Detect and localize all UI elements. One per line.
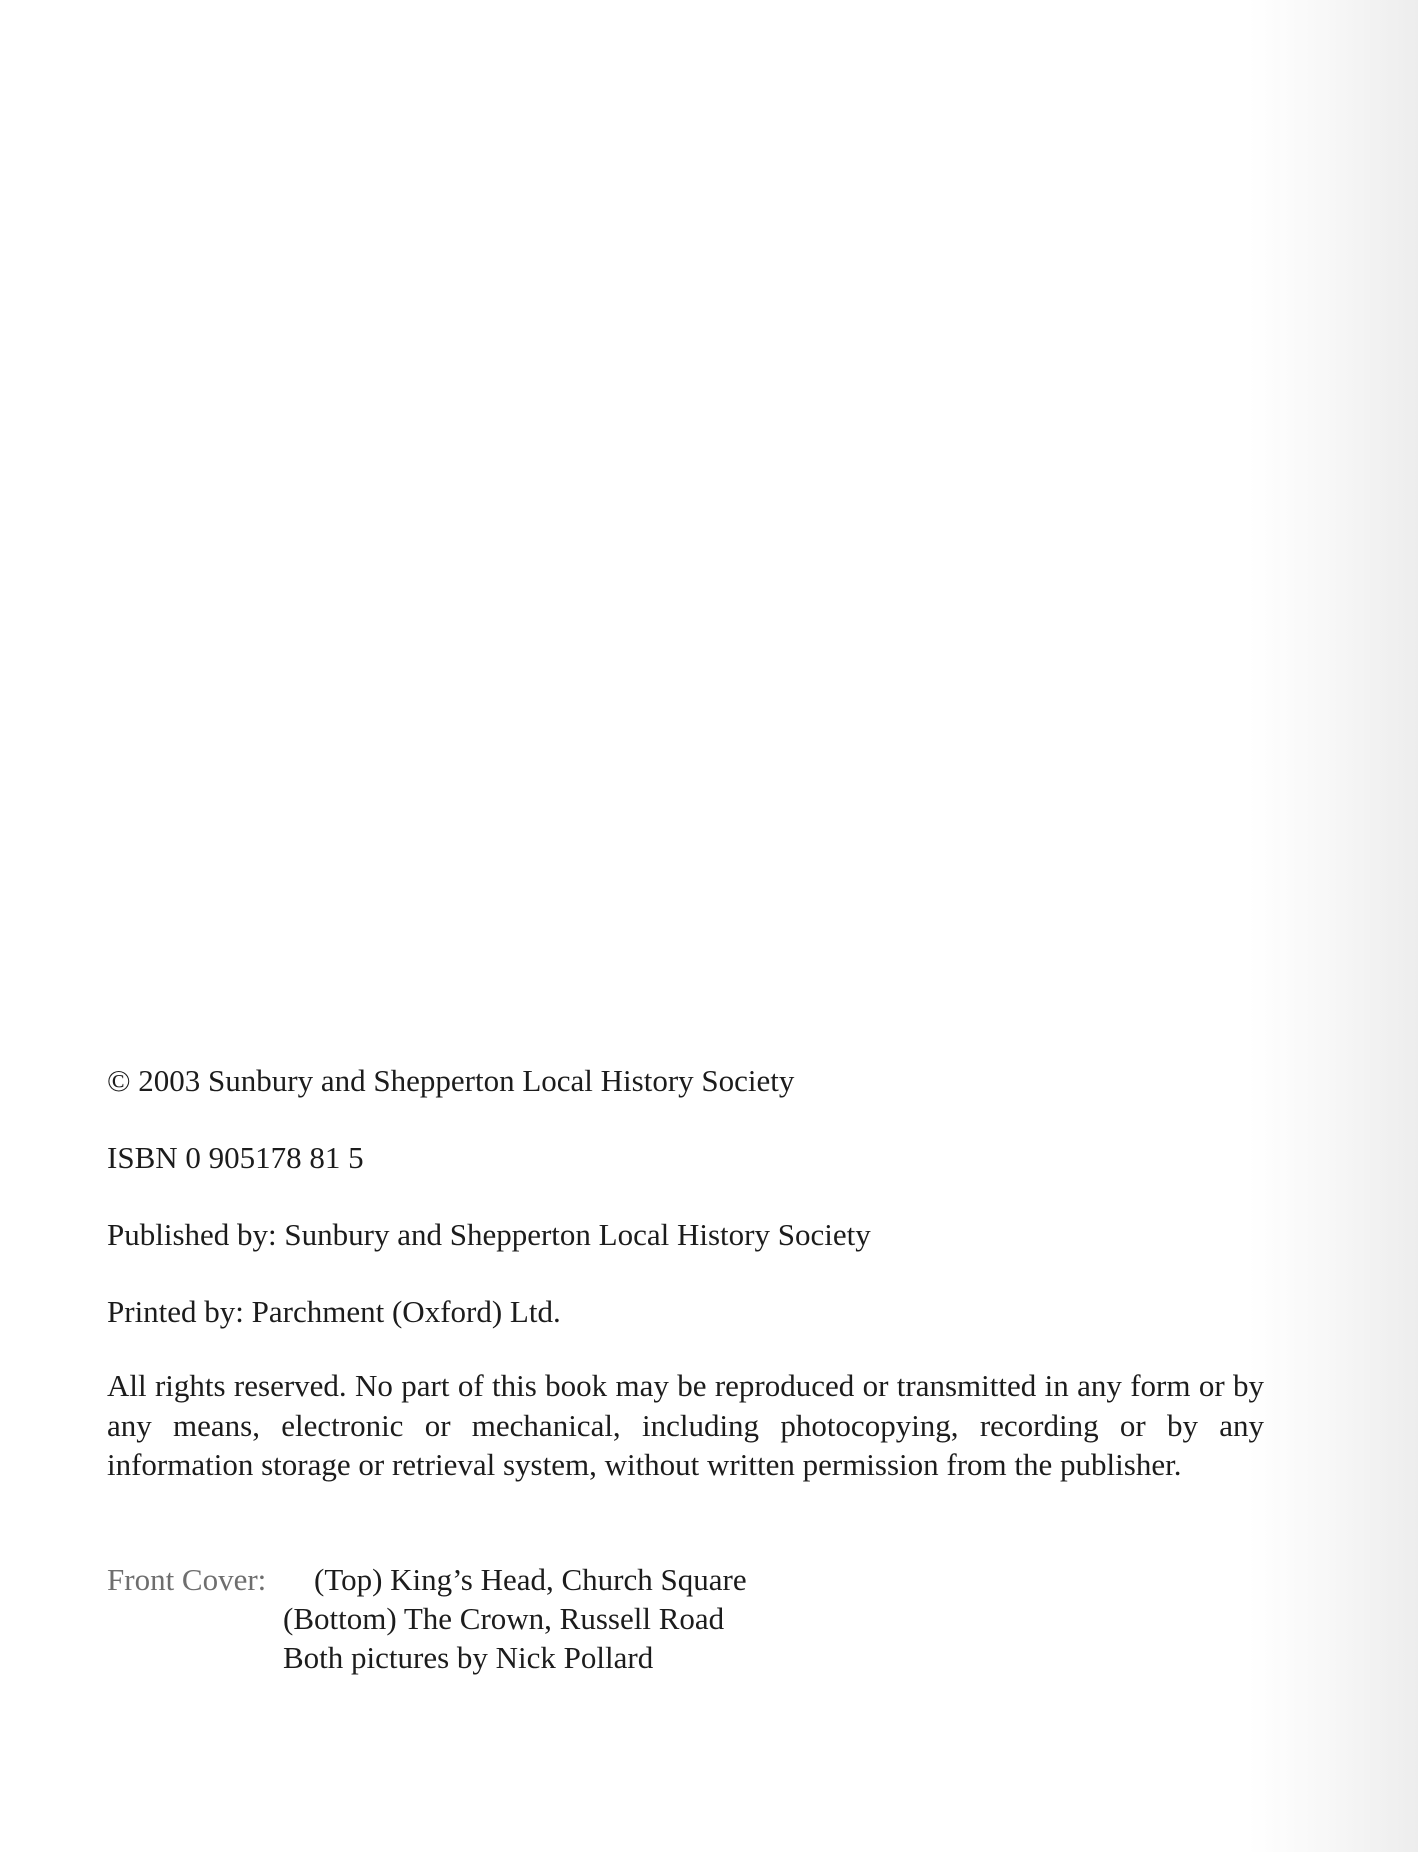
front-cover-bottom-caption: (Bottom) The Crown, Russell Road — [283, 1601, 725, 1636]
copyright-line: © 2003 Sunbury and Shepperton Local History Society — [107, 1063, 795, 1098]
front-cover-photo-credit: Both pictures by Nick Pollard — [283, 1640, 654, 1675]
printer-line: Printed by: Parchment (Oxford) Ltd. — [107, 1294, 561, 1329]
front-cover-label: Front Cover: — [107, 1562, 267, 1597]
front-cover-top-caption: (Top) King’s Head, Church Square — [314, 1562, 747, 1597]
publisher-line: Published by: Sunbury and Shepperton Local History Society — [107, 1217, 871, 1252]
isbn-line: ISBN 0 905178 81 5 — [107, 1140, 364, 1175]
rights-statement: All rights reserved. No part of this book may be reproduced or transmitted in any form or by any means, electronic or mechanical, including photocopying, recording or by any information storage or retrieval system, without written permission from the publisher. — [107, 1368, 1264, 1482]
